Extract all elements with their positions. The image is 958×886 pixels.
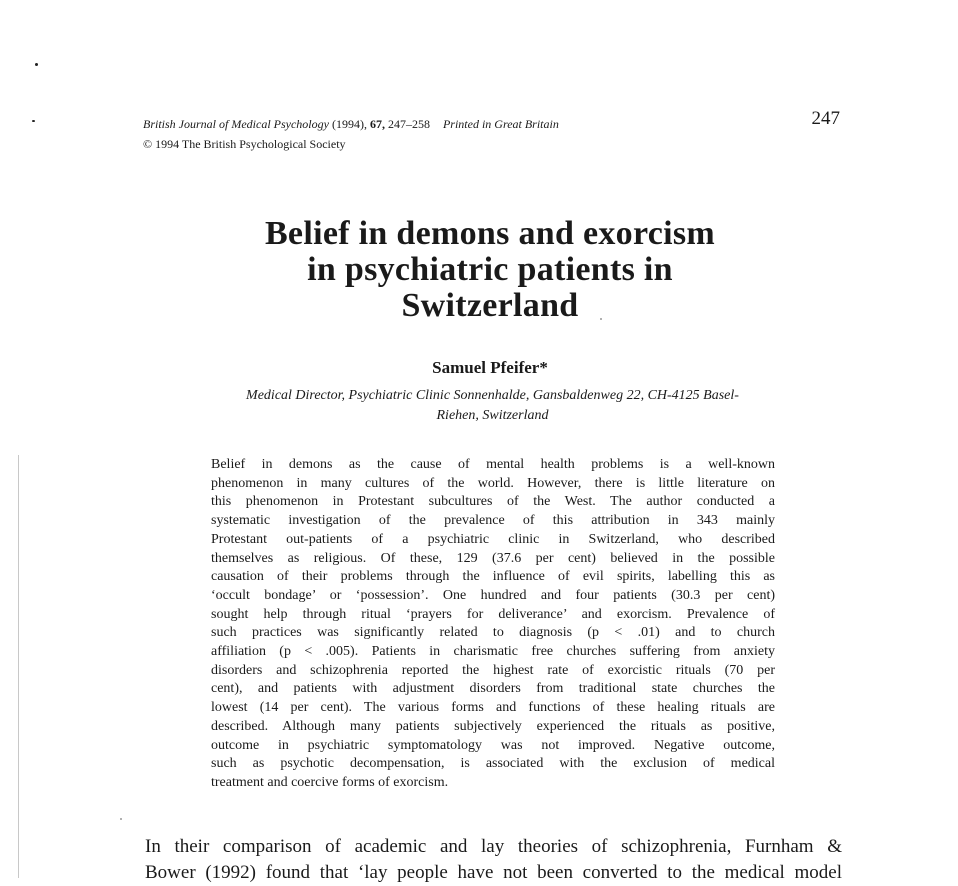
scan-speck — [32, 120, 35, 122]
title-line: Switzerland — [401, 287, 579, 324]
title-line: in psychiatric patients in — [307, 251, 673, 288]
affiliation-line: Riehen, Switzerland — [436, 408, 549, 423]
journal-name: British Journal of Medical Psychology — [143, 117, 329, 131]
abstract-line: ‘occult bondage’ or ‘possession’. One hundred and four patients (30.3 per cent) — [211, 587, 775, 603]
abstract-line: treatment and coercive forms of exorcism. — [211, 774, 449, 790]
abstract-line: outcome in psychiatric symptomatology was not improved. Negative outcome, — [211, 737, 775, 753]
abstract — [211, 456, 775, 793]
running-header — [143, 114, 843, 154]
abstract-line: phenomenon in many cultures of the world. However, there is little literature on — [211, 475, 775, 491]
abstract-line: disorders and schizophrenia reported the highest rate of exorcistic rituals (70 per — [211, 662, 775, 678]
abstract-line: such as psychotic decompensation, is associated with the exclusion of medical — [211, 756, 775, 772]
body-line: In their comparison of academic and lay theories of schizophrenia, Furnham & — [145, 836, 842, 857]
journal-year: (1994), — [331, 117, 367, 131]
scan-speck — [120, 818, 122, 820]
abstract-line: lowest (14 per cent). The various forms and functions of these healing rituals are — [211, 700, 775, 716]
scan-speck — [35, 63, 38, 66]
author-name: Samuel Pfeifer* — [432, 358, 548, 377]
abstract-line: systematic investigation of the prevalence of this attribution in 343 mainly — [211, 513, 775, 529]
article-title — [160, 216, 820, 324]
body-line: Bower (1992) found that ‘lay people have not been converted to the medical model — [145, 862, 842, 883]
abstract-line: causation of their problems through the influence of evil spirits, labelling this as — [211, 569, 775, 585]
abstract-line: themselves as religious. Of these, 129 (37.6 per cent) believed in the possible — [211, 550, 775, 566]
scan-edge-line — [18, 455, 19, 878]
abstract-line: affiliation (p < .005). Patients in charismatic free churches suffering from anxiety — [211, 644, 775, 660]
affiliation-line: Medical Director, Psychiatric Clinic Sonnenhalde, Gansbaldenweg 22, CH-4125 Basel- — [246, 388, 739, 403]
citation-line — [143, 114, 843, 134]
abstract-line: sought help through ritual ‘prayers for deliverance’ and exorcism. Prevalence of — [211, 606, 775, 622]
abstract-line: Protestant out-patients of a psychiatric clinic in Switzerland, who described — [211, 531, 775, 547]
abstract-line: this phenomenon in Protestant subcultures of the West. The author conducted a — [211, 494, 775, 510]
abstract-line: cent), and patients with adjustment disorders from traditional state churches the — [211, 681, 775, 697]
body-text — [145, 834, 842, 886]
journal-volume: 67, — [369, 117, 385, 131]
abstract-line: Belief in demons as the cause of mental health problems is a well-known — [211, 457, 775, 472]
abstract-line: described. Although many patients subjectively experienced the rituals as positive, — [211, 718, 775, 734]
copyright-line: © 1994 The British Psychological Society — [143, 137, 346, 151]
abstract-line: such practices was significantly related to diagnosis (p < .01) and to church — [211, 625, 775, 641]
page-number: 247 — [811, 108, 840, 129]
journal-pages: 247–258 — [387, 117, 430, 131]
author-affiliation — [205, 386, 780, 426]
title-line: Belief in demons and exorcism — [264, 215, 716, 252]
printed-note: Printed in Great Britain — [442, 117, 559, 131]
